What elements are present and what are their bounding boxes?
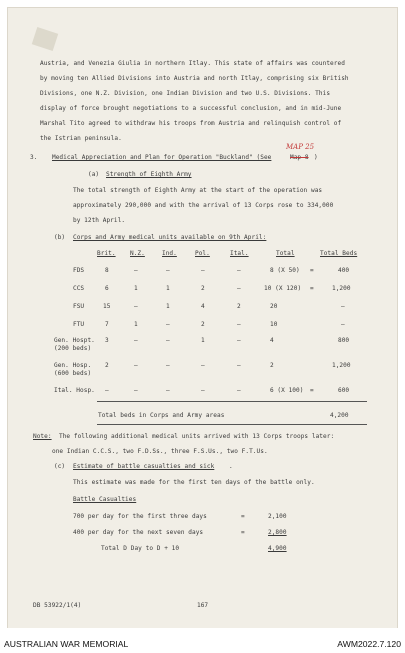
cell-beds: 800 xyxy=(338,337,350,344)
col-header-nz: N.Z. xyxy=(130,250,145,257)
cell-ital: – xyxy=(237,337,241,344)
intro-line: Austria, and Venezia Giulia in northern Itlay. This state of affairs was countered xyxy=(40,60,345,67)
cell-beds: 600 xyxy=(338,387,350,394)
page-number: 167 xyxy=(197,602,209,609)
document-page xyxy=(8,8,397,628)
sub-label-a: (a) xyxy=(88,171,100,178)
intro-line: the Istrian peninsula. xyxy=(40,135,122,142)
sub-heading-c: Estimate of battle casualties and sick xyxy=(73,463,215,470)
adhesive-tape-mark xyxy=(32,27,58,51)
cell-total: 8 (X 50) xyxy=(270,267,300,274)
archive-footer xyxy=(0,628,405,653)
intro-line: display of force brought negotiations to a successful conclusion, and in mid-June xyxy=(40,105,342,112)
section-heading: Medical Appreciation and Plan for Operation "Buckland" (See xyxy=(52,154,272,161)
casualty-value: 2,800 xyxy=(268,529,287,536)
unit-name-detail: (200 beds) xyxy=(54,345,92,352)
cell-pol: 2 xyxy=(201,285,205,292)
casualty-total-label: Total D Day to D + 10 xyxy=(101,545,180,552)
sub-heading-a: Strength of Eighth Army xyxy=(106,171,192,178)
sub-heading-b: Corps and Army medical units available on 9th April: xyxy=(73,234,267,241)
casualty-equals: = xyxy=(241,529,245,536)
estimate-line: This estimate was made for the first ten days of the battle only. xyxy=(73,479,315,486)
cell-nz: – xyxy=(134,267,138,274)
unit-name: FTU xyxy=(73,321,85,328)
cell-ital: – xyxy=(237,321,241,328)
cell-ital: – xyxy=(237,285,241,292)
table-rule-top xyxy=(97,401,367,402)
cell-brit: 7 xyxy=(105,321,109,328)
intro-line: by moving ten Allied Divisions into Austria and north Itlay, comprising six British xyxy=(40,75,349,82)
cell-equals: = xyxy=(310,285,314,292)
casualty-label: 400 per day for the next seven days xyxy=(73,529,204,536)
unit-name: FDS xyxy=(73,267,85,274)
cell-nz: – xyxy=(134,387,138,394)
archive-id: AWM2022.7.120 xyxy=(337,639,401,649)
cell-nz: – xyxy=(134,303,138,310)
cell-total: 10 xyxy=(270,321,278,328)
cell-ital: – xyxy=(237,267,241,274)
table-rule-bottom xyxy=(97,424,367,425)
note-line: one Indian C.C.S., two F.D.Ss., three F.S.Us., two F.T.Us. xyxy=(52,448,268,455)
col-header-ital: Ital. xyxy=(230,250,249,257)
cell-brit: 8 xyxy=(105,267,109,274)
sub-label-b: (b) xyxy=(54,234,66,241)
cell-ind: – xyxy=(166,337,170,344)
section-number: 3. xyxy=(30,154,38,161)
unit-name: FSU xyxy=(73,303,85,310)
casualty-total-value: 4,900 xyxy=(268,545,287,552)
note-label: Note: xyxy=(33,433,52,440)
cell-beds: – xyxy=(341,321,345,328)
cell-ind: 1 xyxy=(166,303,170,310)
strength-line: approximately 290,000 and with the arrival of 13 Corps rose to 334,000 xyxy=(73,202,334,209)
unit-name: Ital. Hosp. xyxy=(54,387,95,394)
cell-ind: – xyxy=(166,321,170,328)
cell-total: 2 xyxy=(270,362,274,369)
cell-beds: – xyxy=(341,303,345,310)
col-header-ind: Ind. xyxy=(162,250,177,257)
cell-ind: – xyxy=(166,387,170,394)
sub-heading-c-tail: . xyxy=(229,463,233,470)
cell-pol: – xyxy=(201,387,205,394)
col-header-total: Total xyxy=(276,250,295,257)
cell-nz: – xyxy=(134,362,138,369)
unit-name: Gen. Hosp. xyxy=(54,362,92,369)
col-header-brit: Brit. xyxy=(97,250,116,257)
cell-pol: – xyxy=(201,267,205,274)
unit-name: Gen. Hospt. xyxy=(54,337,95,344)
cell-ind: 1 xyxy=(166,285,170,292)
col-header-total-beds: Total Beds xyxy=(320,250,358,257)
casualty-label: 700 per day for the first three days xyxy=(73,513,207,520)
strength-line: The total strength of Eighth Army at the start of the operation was xyxy=(73,187,323,194)
cell-total: 20 xyxy=(270,303,278,310)
cell-total: 4 xyxy=(270,337,274,344)
cell-brit: 3 xyxy=(105,337,109,344)
cell-ital: – xyxy=(237,362,241,369)
struck-map-reference: Map 8 xyxy=(290,154,309,161)
heading-close: ) xyxy=(314,154,318,161)
cell-total: 10 (X 120) xyxy=(264,285,302,292)
cell-nz: 1 xyxy=(134,321,138,328)
battle-casualties-heading: Battle Casualties xyxy=(73,496,137,503)
cell-pol: 2 xyxy=(201,321,205,328)
unit-name: CCS xyxy=(73,285,85,292)
strength-line: by 12th April. xyxy=(73,217,126,224)
intro-line: Divisions, one N.Z. Division, one Indian Division and two U.S. Divisions. This xyxy=(40,90,331,97)
cell-ital: 2 xyxy=(237,303,241,310)
archive-name: AUSTRALIAN WAR MEMORIAL xyxy=(4,639,129,649)
cell-pol: 4 xyxy=(201,303,205,310)
cell-total: 6 (X 100) xyxy=(270,387,304,394)
cell-equals: = xyxy=(310,267,314,274)
cell-ital: – xyxy=(237,387,241,394)
cell-pol: 1 xyxy=(201,337,205,344)
cell-brit: 15 xyxy=(103,303,111,310)
document-reference: DB 53922/1(4) xyxy=(33,602,82,609)
cell-nz: 1 xyxy=(134,285,138,292)
cell-nz: – xyxy=(134,337,138,344)
note-line: The following additional medical units arrived with 13 Corps troops later: xyxy=(59,433,335,440)
sub-label-c: (c) xyxy=(54,463,66,470)
cell-equals: = xyxy=(310,387,314,394)
intro-line: Marshal Tito agreed to withdraw his troops from Austria and relinquish control of xyxy=(40,120,342,127)
cell-beds: 1,200 xyxy=(332,285,351,292)
col-header-pol: Pol. xyxy=(195,250,210,257)
cell-beds: 400 xyxy=(338,267,350,274)
cell-ind: – xyxy=(166,362,170,369)
cell-brit: – xyxy=(105,387,109,394)
casualty-equals: = xyxy=(241,513,245,520)
unit-name-detail: (600 beds) xyxy=(54,370,92,377)
total-beds-value: 4,200 xyxy=(330,412,349,419)
cell-ind: – xyxy=(166,267,170,274)
cell-brit: 6 xyxy=(105,285,109,292)
casualty-value: 2,100 xyxy=(268,513,287,520)
total-beds-label: Total beds in Corps and Army areas xyxy=(98,412,225,419)
handwritten-map-reference: MAP 25 xyxy=(286,143,315,151)
cell-brit: 2 xyxy=(105,362,109,369)
cell-beds: 1,200 xyxy=(332,362,351,369)
cell-pol: – xyxy=(201,362,205,369)
